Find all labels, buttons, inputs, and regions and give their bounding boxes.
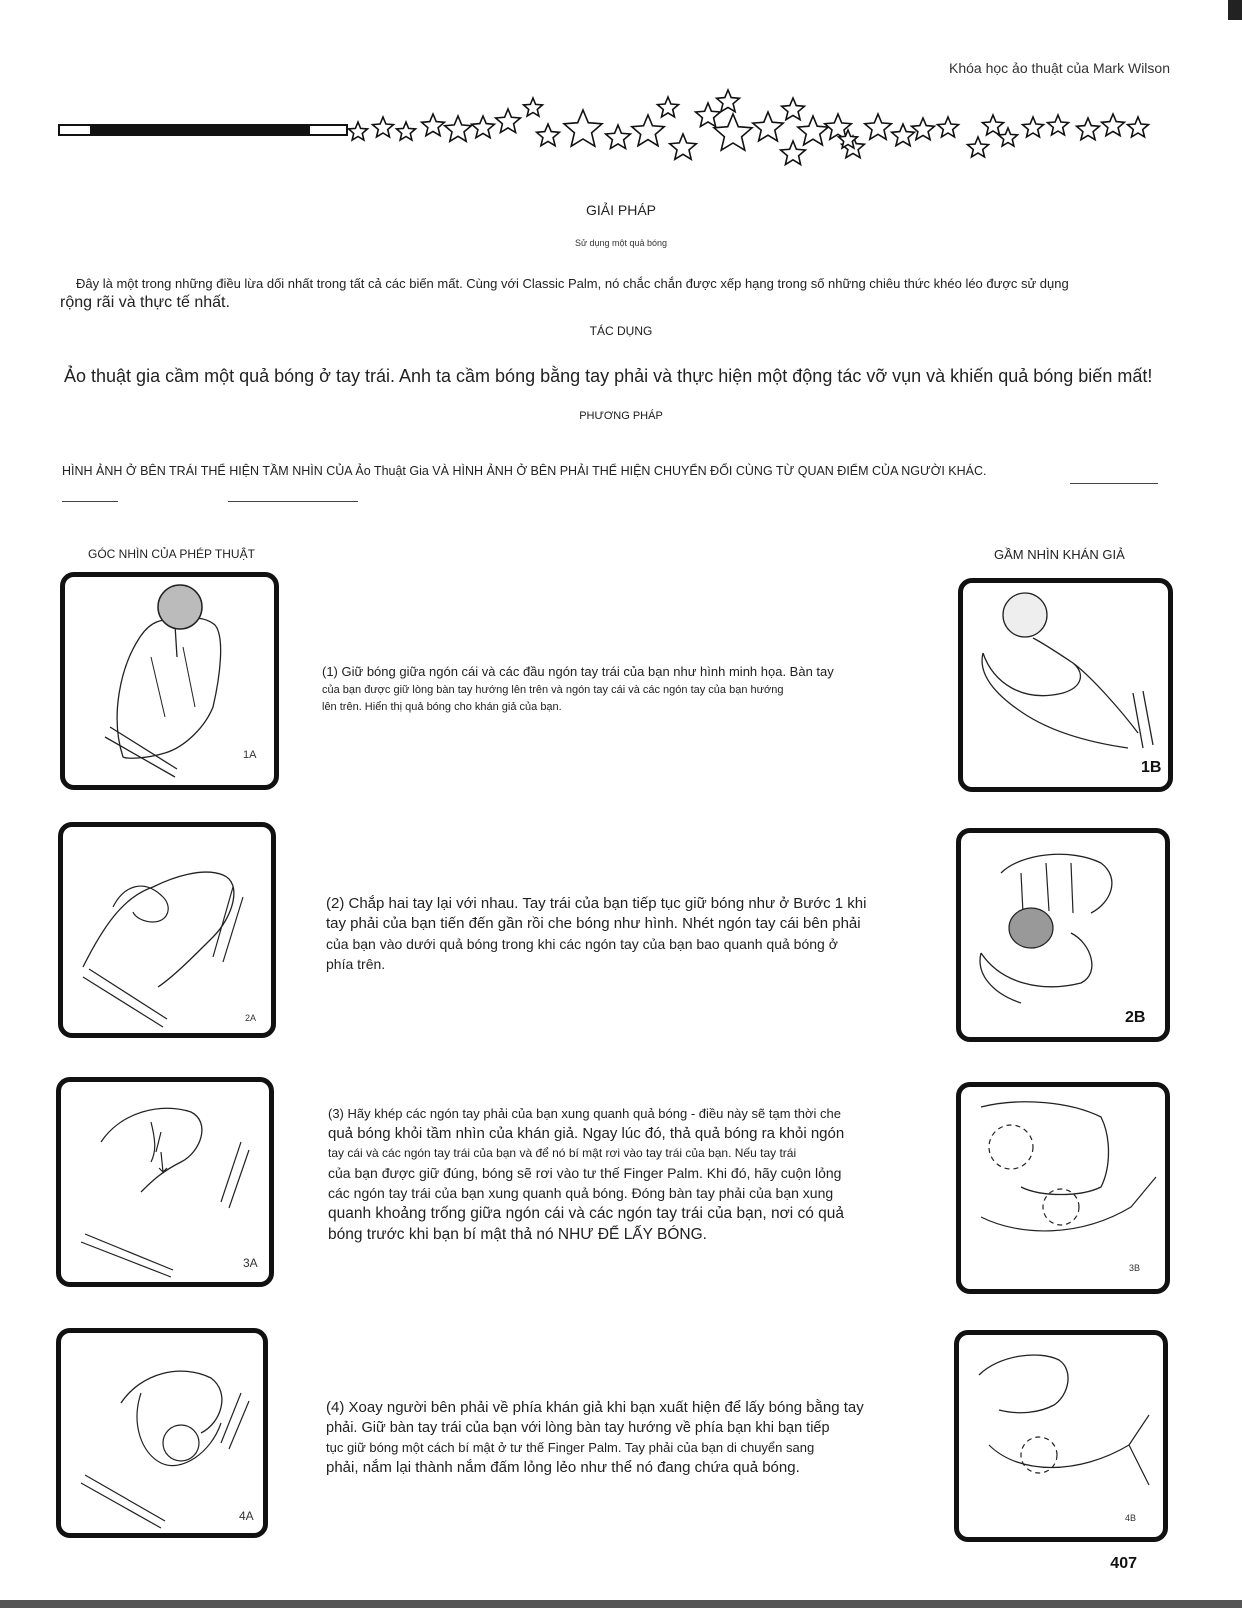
figure-4a — [56, 1328, 268, 1538]
hand-turning-icon — [61, 1333, 263, 1533]
star-icon — [798, 116, 828, 145]
star-icon — [658, 97, 679, 117]
figure-3b — [956, 1082, 1170, 1294]
divider-rule — [1070, 483, 1158, 484]
figure-label: 1B — [1141, 759, 1162, 776]
star-icon — [397, 122, 416, 140]
star-icon — [1128, 117, 1149, 137]
step-line: (4) Xoay người bên phải về phía khán giả khi bạn xuất hiện để lấy bóng bằng tay — [326, 1399, 864, 1416]
scan-bottom-edge — [0, 1600, 1242, 1608]
effect-title: TÁC DỤNG — [589, 324, 653, 338]
hand-closing-icon — [61, 1082, 269, 1282]
star-icon — [422, 114, 445, 136]
step-2-text — [326, 894, 916, 974]
star-icon — [1048, 115, 1069, 135]
star-icon — [781, 141, 806, 165]
figure-1a — [60, 572, 279, 790]
fist-with-hidden-ball-icon — [961, 1087, 1165, 1289]
step-line: lên trên. Hiển thị quả bóng cho khán giả của bạn. — [322, 701, 562, 713]
solution-title: GIẢI PHÁP — [585, 202, 657, 218]
solution-subtitle: Sử dụng một quả bóng — [574, 238, 668, 248]
hands-together-icon — [63, 827, 271, 1033]
step-line: phải, nắm lại thành nắm đấm lỏng lẻo như thể nó đang chứa quả bóng. — [326, 1459, 800, 1476]
star-icon — [564, 110, 602, 146]
star-icon — [753, 112, 783, 141]
star-icon — [892, 124, 915, 146]
running-title: Khóa học ảo thuật của Mark Wilson — [948, 60, 1170, 76]
step-3-text — [328, 1104, 908, 1245]
intro-line-1: Đây là một trong những điều lừa dối nhất trong tất cả các biến mất. Cùng với Classic Palm, nó chắc chắn được xếp hạng trong số những chiêu thức khéo léo được sử dụng — [76, 276, 1069, 291]
star-icon — [938, 117, 959, 137]
star-icon — [912, 118, 935, 140]
step-line: tay phải của bạn tiến đến gần rồi che bóng như hình. Nhét ngón tay cái bên phải — [326, 915, 861, 932]
figure-4b — [954, 1330, 1168, 1542]
figure-label: 4A — [239, 1509, 254, 1523]
star-icon — [865, 114, 892, 139]
star-icon — [606, 125, 631, 149]
star-icon — [1102, 114, 1125, 136]
step-line: phía trên. — [326, 956, 386, 972]
star-icon — [670, 134, 697, 159]
star-icon — [714, 114, 752, 150]
star-icon — [472, 116, 495, 138]
star-icon — [632, 115, 664, 146]
step-line: quanh khoảng trống giữa ngón cái và các ngón tay trái của bạn, nơi có quả — [328, 1205, 845, 1222]
star-icon — [445, 116, 472, 141]
figure-2b — [956, 828, 1170, 1042]
star-icon — [782, 98, 805, 120]
step-line: (1) Giữ bóng giữa ngón cái và các đầu ngón tay trái của bạn như hình minh họa. Bàn tay — [322, 664, 834, 679]
step-line: bóng trước khi bạn bí mật thả nó NHƯ ĐỂ LẤY BÓNG. — [328, 1226, 707, 1243]
step-1-text — [322, 662, 902, 716]
star-icon — [1077, 118, 1100, 140]
star-icon — [696, 103, 721, 127]
intro-line-2: rộng rãi và thực tế nhất. — [60, 294, 230, 311]
figure-label: 2A — [245, 1013, 257, 1023]
step-line: (3) Hãy khép các ngón tay phải của bạn xung quanh quả bóng - điều này sẽ tạm thời che — [328, 1106, 841, 1121]
divider-rule — [228, 501, 358, 502]
star-icon — [349, 122, 368, 140]
figure-2a — [58, 822, 276, 1038]
figure-label: 3B — [1129, 1263, 1141, 1273]
step-line: quả bóng khỏi tầm nhìn của khán giả. Ngay lúc đó, thả quả bóng ra khỏi ngón — [328, 1125, 845, 1142]
star-icon — [373, 117, 394, 137]
effect-text: Ảo thuật gia cầm một quả bóng ở tay trái. Anh ta cầm bóng bằng tay phải và thực hiện một động tác vỡ vụn và khiến quả bóng biến mất! — [64, 366, 1153, 386]
step-line: của bạn được giữ lòng bàn tay hướng lên trên và ngón tay cái và các ngón tay của bạn hướng — [322, 684, 784, 696]
hands-covering-ball-icon — [961, 833, 1165, 1037]
star-icon — [524, 98, 543, 116]
divider-rule — [62, 501, 118, 502]
figure-3a — [56, 1077, 274, 1287]
left-column-heading: GÓC NHÌN CỦA PHÉP THUẬT — [88, 547, 255, 561]
star-icon — [496, 109, 521, 133]
star-icon — [537, 124, 560, 146]
page-number: 407 — [1110, 1555, 1137, 1572]
magic-wand-icon — [58, 124, 348, 136]
stars-banner-icon — [348, 88, 1168, 188]
intro-paragraph — [60, 274, 1170, 312]
figure-label: 1A — [243, 749, 257, 761]
star-icon — [968, 137, 989, 157]
star-icon — [983, 115, 1004, 135]
step-4-text — [326, 1398, 906, 1478]
step-line: phải. Giữ bàn tay trái của bạn với lòng bàn tay hướng về phía bạn khi bạn tiếp — [326, 1420, 830, 1436]
star-icon — [999, 128, 1018, 146]
method-title: PHƯƠNG PHÁP — [579, 410, 663, 422]
figure-label: 2B — [1125, 1009, 1146, 1026]
scan-corner-mark — [1228, 0, 1242, 20]
star-icon — [1023, 117, 1044, 137]
hand-holding-ball-icon — [963, 583, 1168, 787]
right-column-heading: GẦM NHÌN KHÁN GIẢ — [994, 547, 1125, 562]
step-line: tục giữ bóng một cách bí mật ở tư thế Finger Palm. Tay phải của bạn di chuyển sang — [326, 1440, 815, 1455]
step-line: các ngón tay trái của bạn xung quanh quả bóng. Đóng bàn tay phải của bạn xung — [328, 1185, 834, 1201]
figure-1b — [958, 578, 1173, 792]
star-icon — [717, 90, 740, 112]
step-line: của bạn được giữ đúng, bóng sẽ rơi vào tư thế Finger Palm. Khi đó, hãy cuộn lỏng — [328, 1165, 842, 1181]
step-line: tay cái và các ngón tay trái của bạn và để nó bí mật rơi vào tay trái của bạn. Nếu tay trái — [328, 1146, 797, 1160]
figure-label: 3A — [243, 1256, 258, 1270]
loose-fist-icon — [959, 1335, 1163, 1537]
step-line: (2) Chắp hai tay lại với nhau. Tay trái của bạn tiếp tục giữ bóng như ở Bước 1 khi — [326, 895, 867, 912]
step-line: của bạn vào dưới quả bóng trong khi các ngón tay của bạn bao quanh quả bóng ở — [326, 936, 838, 952]
method-text: HÌNH ẢNH Ở BÊN TRÁI THỂ HIỆN TẦM NHÌN CỦA Ảo Thuật Gia VÀ HÌNH ẢNH Ở BÊN PHẢI THỂ HIỆN CHUYỂN ĐỔI CÙNG TỪ QUAN ĐIỂM CỦA NGƯỜI KHÁC. — [62, 464, 987, 478]
figure-label: 4B — [1125, 1513, 1137, 1523]
